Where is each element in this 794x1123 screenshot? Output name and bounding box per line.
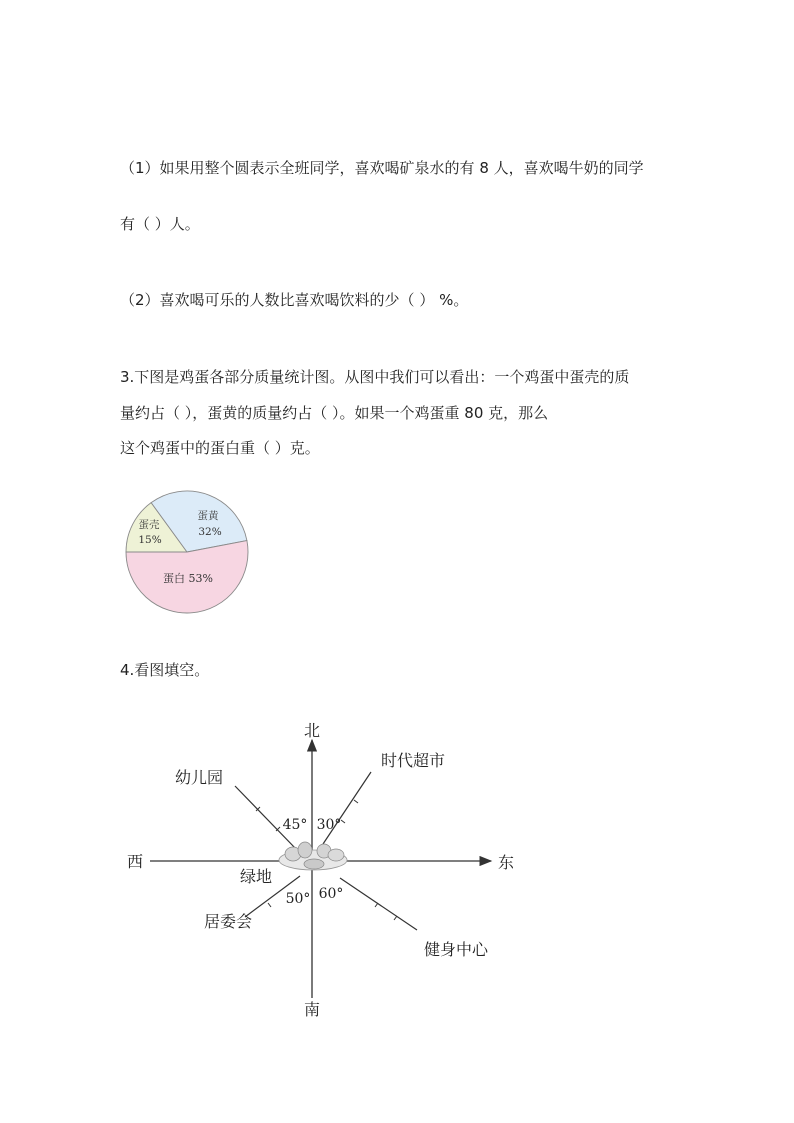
question-4-title: 4.看图填空。 — [120, 661, 210, 679]
angle-50-label: 50° — [285, 891, 311, 907]
gym-label: 健身中心 — [423, 940, 489, 959]
question-3-line-2: 量约占（ ），蛋黄的质量约占（ ）。如果一个鸡蛋重 80 克，那么 — [120, 404, 549, 422]
pie-label-white: 蛋白 53% — [163, 572, 213, 585]
kindergarten-label: 幼儿园 — [174, 768, 224, 787]
question-1-line-2: 有（ ）人。 — [120, 215, 200, 233]
pie-value-shell: 15% — [138, 534, 162, 546]
supermarket-ray — [323, 772, 371, 844]
angle-60-label: 60° — [318, 886, 344, 902]
question-2-line: （2）喜欢喝可乐的人数比喜欢喝饮料的少（ ） %。 — [120, 291, 469, 309]
committee-label: 居委会 — [203, 912, 253, 931]
angle-30-label: 30° — [316, 817, 342, 833]
pie-label-shell: 蛋壳 — [138, 519, 160, 531]
pie-label-yolk: 蛋黄 — [197, 510, 219, 522]
supermarket-label: 时代超市 — [380, 751, 446, 770]
east-label: 东 — [497, 853, 515, 872]
question-1-line-1: （1）如果用整个圆表示全班同学，喜欢喝矿泉水的有 8 人，喜欢喝牛奶的同学 — [120, 159, 644, 177]
egg-composition-pie-chart — [120, 488, 254, 616]
west-label: 西 — [126, 852, 144, 871]
angle-45-label: 45° — [282, 817, 308, 833]
pie-value-yolk: 32% — [198, 526, 222, 538]
green-space-label: 绿地 — [239, 867, 273, 886]
green-space-icon — [279, 842, 347, 870]
south-label: 南 — [303, 1000, 321, 1019]
direction-diagram — [115, 712, 525, 1032]
question-3-line-3: 这个鸡蛋中的蛋白重（ ）克。 — [120, 439, 320, 457]
gym-ray — [340, 878, 417, 930]
north-label: 北 — [303, 721, 321, 740]
question-3-line-1: 3.下图是鸡蛋各部分质量统计图。从图中我们可以看出：一个鸡蛋中蛋壳的质 — [120, 368, 630, 386]
